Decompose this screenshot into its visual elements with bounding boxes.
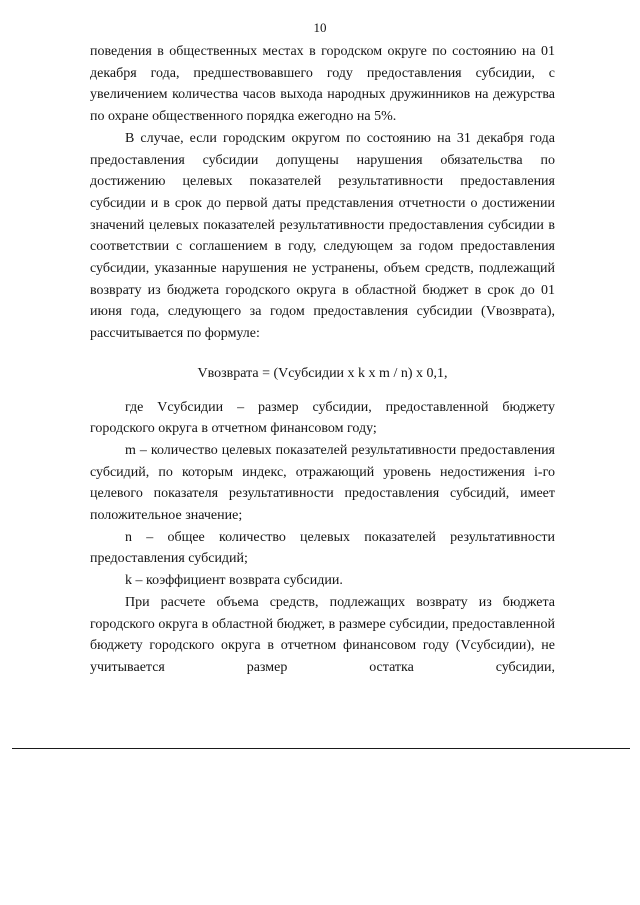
document-body	[90, 41, 555, 679]
paragraph-violation: В случае, если городским округом по состоянию на 31 декабря года предоставления субсидии допущены нарушения обязательства по достижению целевых показателей результативности предоставления субсидии и в срок до первой даты представления отчетности о достижении значений целевых показателей результативности предоставления субсидии в соответствии с соглашением в году, следующем за годом предоставления субсидии, указанные нарушения не устранены, объем средств, подлежащий возврату из бюджета городского округа в областной бюджет в срок до 01 июня года, следующего за годом предоставления субсидии (Vвозврата), рассчитывается по формуле:	[90, 130, 555, 342]
horizontal-divider	[12, 748, 630, 749]
definition-vsubsidy: где Vсубсидии – размер субсидии, предоставленной бюджету городского округа в отчетном финансовом году;	[90, 399, 555, 437]
paragraph-calculation: При расчете объема средств, подлежащих возврату из бюджета городского округа в областной бюджет, в размере субсидии, предоставленной бюджету городского округа в отчетном финансовом году (Vсубсидии), не учитывается размер остатка субсидии,	[90, 594, 555, 675]
page-number: 10	[313, 20, 327, 35]
definition-n: n – общее количество целевых показателей результативности предоставления субсидий;	[90, 529, 555, 567]
paragraph-continuation: поведения в общественных местах в городском округе по состоянию на 01 декабря года, предшествовавшего году предоставления субсидии, с увеличением количества часов выхода народных дружинников на дежурства по охране общественного порядка ежегодно на 5%.	[90, 44, 555, 125]
formula: Vвозврата = (Vсубсидии x k x m / n) x 0,1,	[197, 365, 448, 381]
definition-m: m – количество целевых показателей результативности предоставления субсидий, по которым индекс, отражающий уровень недостижения i-го целевого показателя результативности предоставления субсидий, имеет положительное значение;	[90, 442, 555, 524]
definition-k: k – коэффициент возврата субсидии.	[125, 573, 343, 589]
